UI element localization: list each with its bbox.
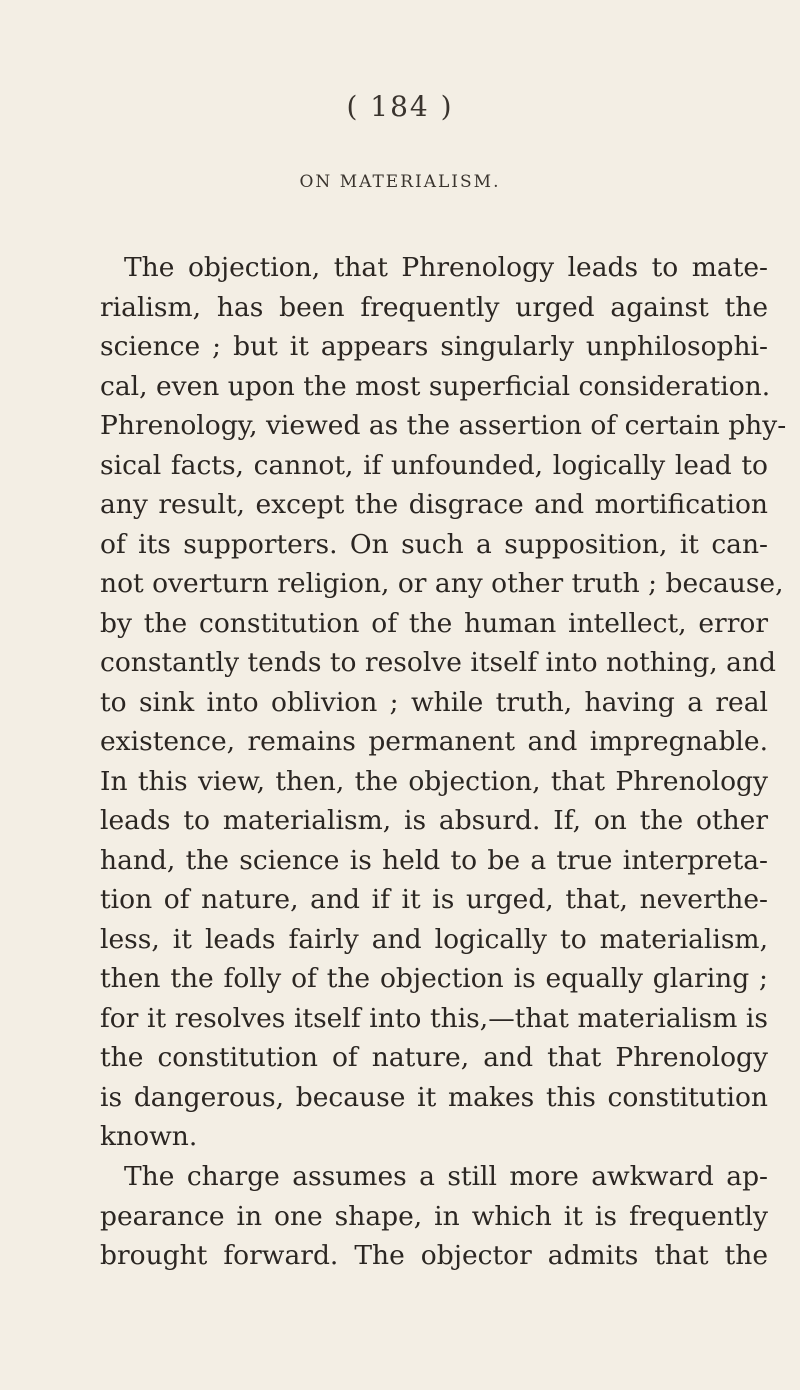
- text-line: any result, except the disgrace and mortification: [100, 489, 768, 520]
- text-line: In this view, then, the objection, that Phrenology: [100, 765, 768, 797]
- page-number: ( 184 ): [346, 90, 454, 123]
- paragraph-2: [100, 1157, 768, 1276]
- text-line: rialism, has been frequently urged against the: [100, 291, 768, 323]
- text-line: the constitution of nature, and that Phrenology: [100, 1042, 768, 1073]
- text-line: to sink into oblivion ; while truth, having a real: [100, 686, 768, 718]
- text-line: sical facts, cannot, if unfounded, logically lead to: [100, 449, 768, 481]
- text-line: known.: [100, 1121, 198, 1152]
- text-line: pearance in one shape, in which it is frequently: [100, 1200, 768, 1232]
- text-line: for it resolves itself into this,—that materialism is: [100, 1002, 768, 1034]
- text-line: not overturn religion, or any other truth ; because,: [100, 568, 784, 599]
- text-line: is dangerous, because it makes this constitution: [100, 1081, 768, 1113]
- text-line: existence, remains permanent and impregnable.: [100, 726, 768, 757]
- text-line: constantly tends to resolve itself into nothing, and: [100, 647, 776, 678]
- text-line: brought forward. The objector admits that the: [100, 1240, 768, 1271]
- paragraph-1: [100, 248, 787, 1157]
- text-line: The charge assumes a still more awkward ap-: [124, 1161, 768, 1192]
- text-line: science ; but it appears singularly unphilosophi-: [100, 331, 768, 362]
- text-line: then the folly of the objection is equally glaring ;: [100, 963, 768, 994]
- text-line: by the constitution of the human intellect, error: [100, 607, 768, 639]
- text-line: hand, the science is held to be a true interpreta-: [100, 844, 768, 876]
- text-line: cal, even upon the most superficial consideration.: [100, 370, 771, 402]
- text-line: of its supporters. On such a supposition, it can-: [100, 528, 768, 560]
- text-line: Phrenology, viewed as the assertion of certain phy-: [100, 410, 787, 441]
- text-line: The objection, that Phrenology leads to mate-: [124, 252, 768, 283]
- section-title: ON MATERIALISM.: [299, 172, 501, 192]
- text-line: less, it leads fairly and logically to materialism,: [100, 923, 768, 955]
- text-line: leads to materialism, is absurd. If, on the other: [100, 805, 768, 836]
- text-line: tion of nature, and if it is urged, that, neverthe-: [100, 884, 768, 915]
